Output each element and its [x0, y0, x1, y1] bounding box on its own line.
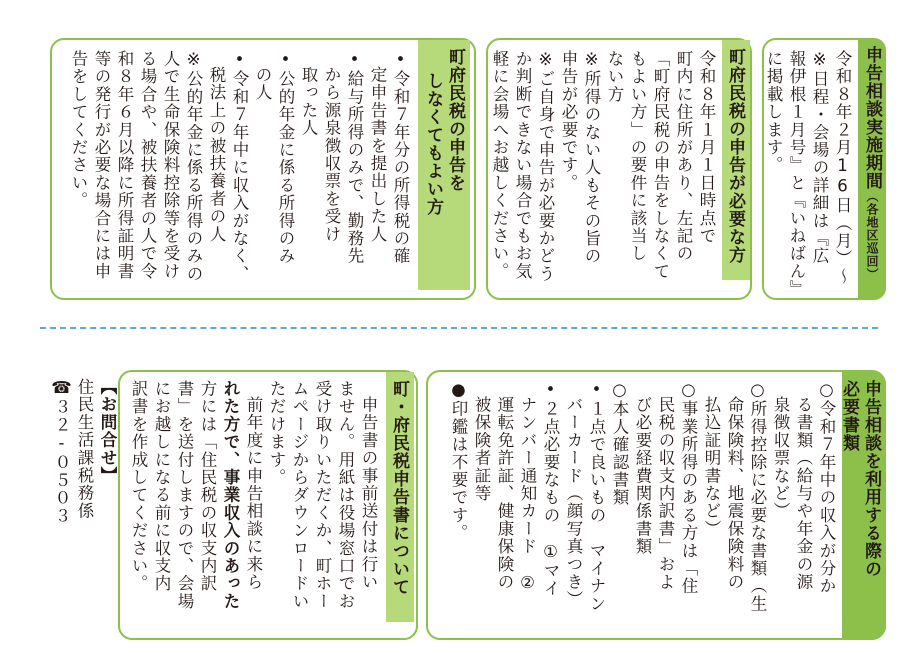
shinkokusho-line: ただけます。: [267, 380, 286, 487]
shinakutemo-line: の人: [253, 66, 272, 102]
shorui-line: ナンバー通知カード ②: [518, 396, 537, 594]
shinkokusho-line: 申告書の事前送付は行い: [359, 396, 378, 591]
shinakutemo-line: 告をしてください。: [69, 50, 88, 210]
shorui-line: •２点必要なもの ①マイ: [541, 380, 560, 598]
shorui-line: ●印鑑は不要です。: [449, 380, 468, 542]
shinakutemo-text: [67, 50, 412, 290]
shinkokusho-line: 前年度に申告相談に来ら: [244, 396, 263, 591]
shinkokusho-line: 書」を送付しますので、会場: [175, 380, 194, 611]
contact-phone: ☎３２-０５０３: [52, 378, 71, 525]
shorui-header-line: 申告相談を利用する際の: [861, 380, 881, 578]
jisshi-line: 令和８年２月16日（月）～: [833, 50, 852, 286]
hitsuyou-line: 町内に住所があり、左記の: [674, 50, 693, 263]
shorui-line: ○事業所得のある方は「住: [679, 380, 698, 595]
shinakutemo-line: 税法上の被扶養者の人: [207, 66, 226, 243]
jisshi-text: [762, 50, 854, 298]
shinkokusho-line: にお越しになる前に収支内: [152, 380, 171, 593]
hitsuyou-line: 軽に会場へお越しください。: [490, 50, 509, 281]
hitsuyou-line: 「町府民税の申告をしなくて: [651, 50, 670, 281]
section-divider: [40, 327, 878, 329]
shinkokusho-line: 方には「住民税の収支内訳: [198, 380, 217, 593]
shinkokusho-line: 受け取りいただくか、町ホー: [313, 380, 332, 611]
hitsuyou-text: [488, 50, 718, 290]
shinakutemo-header: [418, 40, 470, 290]
shinkokusho-line: 訳書を作成してください。: [129, 380, 148, 593]
contact: [50, 378, 119, 638]
shinakutemo-line: から源泉徴収票を受け: [322, 66, 341, 243]
hitsuyou-line: か判断できない場合でもお気: [513, 50, 532, 281]
shorui-header: [839, 372, 886, 638]
shorui-line: 払込証明書など）: [702, 396, 721, 538]
jisshi-header-text: 申告相談実施期間: [862, 46, 882, 190]
shinkokusho-header-text: 町・府民税申告書について: [389, 380, 409, 596]
shinakutemo-header-line: 町府民税の申告を: [445, 48, 465, 192]
shinkokusho-line: ムページからダウンロードい: [290, 380, 309, 611]
shinakutemo-line: •給与所得のみで、勤務先: [345, 50, 364, 265]
jisshi-line: 報伊根１月号』と『いねばん』: [787, 50, 806, 298]
shinakutemo-line: •令和７年分の所得税の確: [391, 50, 410, 265]
jisshi-header: [858, 38, 886, 300]
shinakutemo-line: 定申告書を提出した人: [368, 66, 387, 243]
hitsuyou-line: もよい方」の要件に該当し: [628, 50, 647, 263]
shinakutemo-line: 和８年６月以降に所得証明書: [115, 50, 134, 281]
shorui-header-line: 必要書類: [839, 380, 859, 452]
shorui-line: ○令和７年中の収入が分か: [817, 380, 836, 595]
contact-dept: 住民生活課税務係: [75, 378, 94, 520]
shorui-line: る書類（給与や年金の源: [794, 396, 813, 591]
shorui-line: 民税の収支内訳書」およ: [656, 396, 675, 591]
hitsuyou-header: [722, 40, 750, 280]
shinkokusho-line: ません。用紙は役場窓口でお: [336, 380, 355, 611]
shinakutemo-header-line: しなくてもよい方: [423, 72, 443, 216]
shorui-line: 泉徴収票など）: [771, 396, 790, 520]
jisshi-header-note: （各地区巡回）: [865, 190, 879, 281]
contact-title: 【お問合せ】: [98, 378, 117, 485]
shorui-text: [447, 380, 838, 632]
shinakutemo-line: 等の発行が必要な場合には申: [92, 50, 111, 281]
shorui-line: バーカード（顔写真つき）: [564, 396, 583, 609]
shinkokusho-text: [127, 380, 380, 632]
hitsuyou-header-text: 町府民税の申告が必要な方: [725, 48, 745, 264]
shorui-line: 命保険料、地震保険料の: [725, 396, 744, 591]
shorui-line: び必要経費関係書類: [633, 396, 652, 556]
jisshi-line: に掲載します。: [764, 50, 783, 174]
shinkokusho-header: [386, 372, 414, 622]
jisshi-line: ※日程・会場の詳細は『広: [810, 50, 829, 265]
hitsuyou-line: ※所得のない人もその旨の: [582, 50, 601, 265]
shinakutemo-line: 取った人: [299, 66, 318, 137]
shinakutemo-line: 人で生命保険料控除等を受け: [161, 50, 180, 281]
shinakutemo-line: •公的年金に係る所得のみ: [276, 50, 295, 265]
shinkokusho-line: れた方で、事業収入のあった: [221, 380, 240, 611]
hitsuyou-line: 令和８年１月１日時点で: [697, 50, 716, 245]
shorui-line: ○本人確認書類: [610, 380, 629, 507]
hitsuyou-line: 申告が必要です。: [559, 50, 578, 192]
shorui-line: 運転免許証、健康保険の: [495, 396, 514, 591]
hitsuyou-line: ない方: [605, 50, 624, 104]
shinakutemo-line: る場合や、被扶養者の人で令: [138, 50, 157, 281]
shinakutemo-line: ※公的年金に係る所得のみの: [184, 50, 203, 283]
hitsuyou-line: ※ご自身で申告が必要かどう: [536, 50, 555, 283]
shorui-line: •１点で良いもの マイナン: [587, 380, 606, 613]
shorui-line: ○所得控除に必要な書類（生: [748, 380, 767, 613]
shinakutemo-line: •令和７年中に収入がなく、: [230, 50, 249, 283]
shorui-line: 被保険者証等: [472, 396, 491, 503]
